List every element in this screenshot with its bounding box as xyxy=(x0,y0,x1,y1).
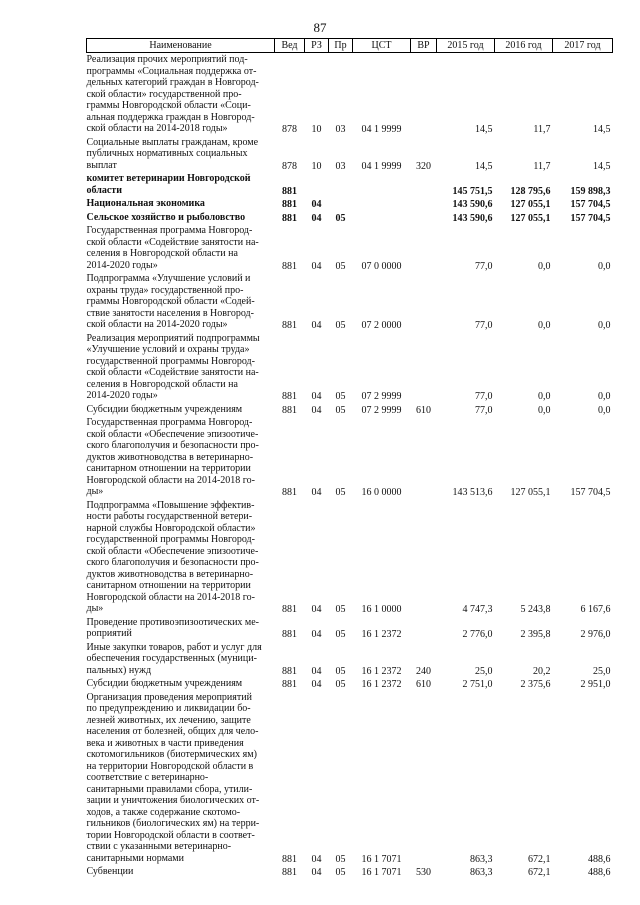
row-rz: 10 xyxy=(311,160,322,172)
row-value-2017: 157 704,5 xyxy=(570,487,611,498)
row-value-2017: 0,0 xyxy=(598,260,611,272)
row-name: Национальная экономика xyxy=(86,198,205,209)
row-vr: 320 xyxy=(416,160,431,172)
row-name: Субсидии бюджетным учреждениям xyxy=(86,403,243,415)
table-row xyxy=(87,211,613,225)
row-rz: 04 xyxy=(311,404,322,416)
row-name: Реализация мероприятий подпрограммы «Улучшение условий и охраны труда» государственной программы Новгород- ской области «Содействие занятости на- селения в Новгородской области на 2014-2020 годы» xyxy=(86,332,260,401)
table-row xyxy=(87,691,613,866)
row-value-2016: 127 055,1 xyxy=(510,212,551,224)
row-cst: 07 2 9999 xyxy=(361,391,402,402)
row-ved: 878 xyxy=(282,124,297,135)
row-value-2016: 11,7 xyxy=(533,160,551,172)
header-cst: ЦСТ xyxy=(353,39,411,53)
header-2015: 2015 год xyxy=(437,39,495,53)
header-2016: 2016 год xyxy=(495,39,553,53)
row-name: Иные закупки товаров, работ и услуг для обеспечения государственных (муници- пальных) нужд xyxy=(86,641,262,676)
row-value-2017: 14,5 xyxy=(593,160,611,172)
row-vr xyxy=(411,416,437,499)
table-row xyxy=(87,677,613,691)
row-value-2015: 2 776,0 xyxy=(462,629,493,640)
row-name: Подпрограмма «Повышение эффектив- ности работы государственной ветери- нарной службы Новгородской области» государственной программы Новгород- ской области «Обеспечение эпизоотиче- ского благополучия и безопасности про- дуктов животноводства в ветеринарно- санитарном отношении на территории Новгородской области на 2014-2018 го- ды» xyxy=(86,499,259,614)
row-value-2015: 143 590,6 xyxy=(452,212,493,224)
row-cst: 07 2 9999 xyxy=(361,404,402,416)
row-rz xyxy=(305,172,329,197)
row-vr: 530 xyxy=(416,867,431,878)
row-value-2015: 143 590,6 xyxy=(452,199,493,210)
row-cst xyxy=(353,197,411,211)
row-cst: 07 0 0000 xyxy=(361,260,402,272)
row-vr xyxy=(411,197,437,211)
budget-table xyxy=(86,38,613,879)
row-cst xyxy=(353,172,411,197)
header-ved: Вед xyxy=(275,39,305,53)
row-rz: 04 xyxy=(311,665,322,677)
table-body xyxy=(87,53,613,879)
row-ved: 881 xyxy=(282,665,297,677)
row-ved: 881 xyxy=(282,212,297,224)
row-value-2017: 0,0 xyxy=(598,404,611,416)
row-vr xyxy=(411,53,437,136)
row-value-2015: 77,0 xyxy=(475,404,493,416)
row-rz: 04 xyxy=(311,853,322,865)
row-value-2015: 77,0 xyxy=(475,320,493,331)
table-row xyxy=(87,865,613,879)
row-pr: 03 xyxy=(335,124,346,135)
row-name: Проведение противоэпизоотических ме- роприятий xyxy=(86,616,260,639)
row-value-2017: 0,0 xyxy=(598,320,611,331)
row-rz: 04 xyxy=(311,679,322,690)
row-pr: 05 xyxy=(335,679,346,690)
row-cst: 16 1 7071 xyxy=(361,867,402,878)
row-value-2017: 157 704,5 xyxy=(570,199,611,210)
row-value-2015: 863,3 xyxy=(470,867,493,878)
row-value-2015: 77,0 xyxy=(475,391,493,402)
table-row xyxy=(87,416,613,499)
row-cst: 16 1 2372 xyxy=(361,665,402,677)
row-name: Подпрограмма «Улучшение условий и охраны труда» государственной про- граммы Новгородской области «Содей- ствие занятости населения в Новгород- ской области на 2014-2020 годы» xyxy=(86,273,255,330)
row-cst: 07 2 0000 xyxy=(361,320,402,331)
row-value-2017: 157 704,5 xyxy=(570,212,611,224)
row-value-2016: 128 795,6 xyxy=(510,185,551,197)
row-pr: 05 xyxy=(335,260,346,272)
row-vr xyxy=(411,224,437,272)
row-rz: 04 xyxy=(311,867,322,878)
row-value-2017: 6 167,6 xyxy=(580,604,611,615)
header-vr: ВР xyxy=(411,39,437,53)
row-value-2016: 0,0 xyxy=(538,320,551,331)
row-ved: 881 xyxy=(282,199,297,210)
row-value-2015: 14,5 xyxy=(475,160,493,172)
row-ved: 881 xyxy=(282,604,297,615)
row-pr xyxy=(329,197,353,211)
row-rz: 04 xyxy=(311,320,322,331)
row-value-2015: 25,0 xyxy=(475,665,493,677)
row-value-2016: 672,1 xyxy=(528,853,551,865)
row-name: Субсидии бюджетным учреждениям xyxy=(86,678,243,689)
row-cst: 16 1 2372 xyxy=(361,679,402,690)
row-value-2015: 14,5 xyxy=(475,124,493,135)
row-value-2017: 159 898,3 xyxy=(570,185,611,197)
row-vr xyxy=(411,332,437,403)
row-cst: 16 0 0000 xyxy=(361,487,402,498)
row-pr: 05 xyxy=(335,212,346,224)
row-cst: 04 1 9999 xyxy=(361,160,402,172)
row-cst: 16 1 2372 xyxy=(361,629,402,640)
row-ved: 881 xyxy=(282,867,297,878)
row-cst: 16 1 0000 xyxy=(361,604,402,615)
page-number: 87 xyxy=(313,20,327,35)
row-value-2016: 127 055,1 xyxy=(510,487,551,498)
row-pr: 03 xyxy=(335,160,346,172)
row-value-2016: 2 375,6 xyxy=(520,679,551,690)
row-vr xyxy=(411,211,437,225)
row-name: Субвенции xyxy=(86,866,134,877)
table-header-row xyxy=(87,39,613,53)
row-ved: 878 xyxy=(282,160,297,172)
row-value-2015: 77,0 xyxy=(475,260,493,272)
row-pr: 05 xyxy=(335,665,346,677)
row-vr xyxy=(411,499,437,616)
row-value-2016: 2 395,8 xyxy=(520,629,551,640)
row-vr xyxy=(411,272,437,332)
row-value-2016: 0,0 xyxy=(538,391,551,402)
table-row xyxy=(87,616,613,641)
row-rz: 04 xyxy=(311,260,322,272)
row-value-2017: 488,6 xyxy=(588,867,611,878)
header-pr: Пр xyxy=(329,39,353,53)
row-pr xyxy=(329,172,353,197)
row-rz: 04 xyxy=(311,604,322,615)
row-value-2015: 145 751,5 xyxy=(452,185,493,197)
row-ved: 881 xyxy=(282,487,297,498)
row-vr: 610 xyxy=(416,679,431,690)
table-row xyxy=(87,641,613,678)
row-pr: 05 xyxy=(335,853,346,865)
row-rz: 04 xyxy=(311,487,322,498)
row-value-2016: 0,0 xyxy=(538,260,551,272)
row-cst: 16 1 7071 xyxy=(361,853,402,865)
header-rz: РЗ xyxy=(305,39,329,53)
row-value-2016: 0,0 xyxy=(538,404,551,416)
header-2017: 2017 год xyxy=(553,39,613,53)
row-value-2015: 4 747,3 xyxy=(462,604,493,615)
row-pr: 05 xyxy=(335,604,346,615)
row-value-2017: 25,0 xyxy=(593,665,611,677)
header-name: Наименование xyxy=(87,39,275,53)
row-vr xyxy=(411,172,437,197)
row-ved: 881 xyxy=(282,853,297,865)
row-ved: 881 xyxy=(282,679,297,690)
row-pr: 05 xyxy=(335,320,346,331)
row-ved: 881 xyxy=(282,629,297,640)
row-vr xyxy=(411,616,437,641)
row-value-2015: 2 751,0 xyxy=(462,679,493,690)
row-value-2016: 11,7 xyxy=(533,124,551,135)
row-rz: 04 xyxy=(311,391,322,402)
row-ved: 881 xyxy=(282,185,297,197)
row-value-2016: 20,2 xyxy=(533,665,551,677)
table-row xyxy=(87,136,613,173)
row-vr xyxy=(411,691,437,866)
row-vr: 240 xyxy=(416,665,431,677)
row-pr: 05 xyxy=(335,629,346,640)
row-value-2015: 143 513,6 xyxy=(452,487,493,498)
row-ved: 881 xyxy=(282,320,297,331)
row-pr: 05 xyxy=(335,391,346,402)
row-value-2017: 488,6 xyxy=(588,853,611,865)
table-row xyxy=(87,272,613,332)
table-row xyxy=(87,172,613,197)
row-value-2017: 14,5 xyxy=(593,124,611,135)
row-rz: 04 xyxy=(311,212,322,224)
row-ved: 881 xyxy=(282,260,297,272)
row-value-2016: 5 243,8 xyxy=(520,604,551,615)
row-name: Сельское хозяйство и рыболовство xyxy=(86,211,246,223)
row-rz: 04 xyxy=(311,629,322,640)
row-name: комитет ветеринарии Новгородской области xyxy=(86,173,251,196)
row-rz: 10 xyxy=(311,124,322,135)
row-name: Социальные выплаты гражданам, кроме публичных нормативных социальных выплат xyxy=(86,136,259,171)
row-name: Государственная программа Новгород- ской области «Обеспечение эпизоотиче- ского благополучия и безопасности про- дуктов животноводства в ветеринарно- санитарном отношении на территории Новгородской области на 2014-2018 го- ды» xyxy=(86,417,259,497)
row-vr: 610 xyxy=(416,404,431,416)
row-value-2015: 863,3 xyxy=(470,853,493,865)
row-ved: 881 xyxy=(282,404,297,416)
row-cst: 04 1 9999 xyxy=(361,124,402,135)
table-row xyxy=(87,332,613,403)
row-name: Реализация прочих мероприятий под- программы «Социальная поддержка от- дельных категорий граждан в Новгород- ской области» государственной про- граммы Новгородской области «Соци- альная поддержка граждан в Новгород- ской области на 2014-2018 годы» xyxy=(86,54,259,134)
row-value-2017: 2 951,0 xyxy=(580,679,611,690)
row-value-2017: 2 976,0 xyxy=(580,629,611,640)
row-value-2017: 0,0 xyxy=(598,391,611,402)
row-pr: 05 xyxy=(335,487,346,498)
row-pr: 05 xyxy=(335,867,346,878)
row-value-2016: 672,1 xyxy=(528,867,551,878)
row-name: Государственная программа Новгород- ской области «Содействие занятости на- селения в Новгородской области на 2014-2020 годы» xyxy=(86,225,259,271)
row-pr: 05 xyxy=(335,404,346,416)
row-value-2016: 127 055,1 xyxy=(510,199,551,210)
row-rz: 04 xyxy=(311,199,322,210)
table-row xyxy=(87,499,613,616)
table-row xyxy=(87,53,613,136)
row-ved: 881 xyxy=(282,391,297,402)
row-cst xyxy=(353,211,411,225)
row-name: Организация проведения мероприятий по предупреждению и ликвидации бо- лезней животных, их лечению, защите населения от болезней, общих для чело- века и животных в части приведения скотомогильников (биотермических ям) на территории Новгородской области в соответствие с ветеринарно- санитарными правилами сбора, утили- зации и уничтожения биологических от- ходов, а также содержание скотомо- гильников (биологических ям) на терри- тории Новгородской области в соответ- ствии с указанными ветеринарно- санитарными нормами xyxy=(86,691,260,864)
table-row xyxy=(87,403,613,417)
table-row xyxy=(87,197,613,211)
table-row xyxy=(87,224,613,272)
